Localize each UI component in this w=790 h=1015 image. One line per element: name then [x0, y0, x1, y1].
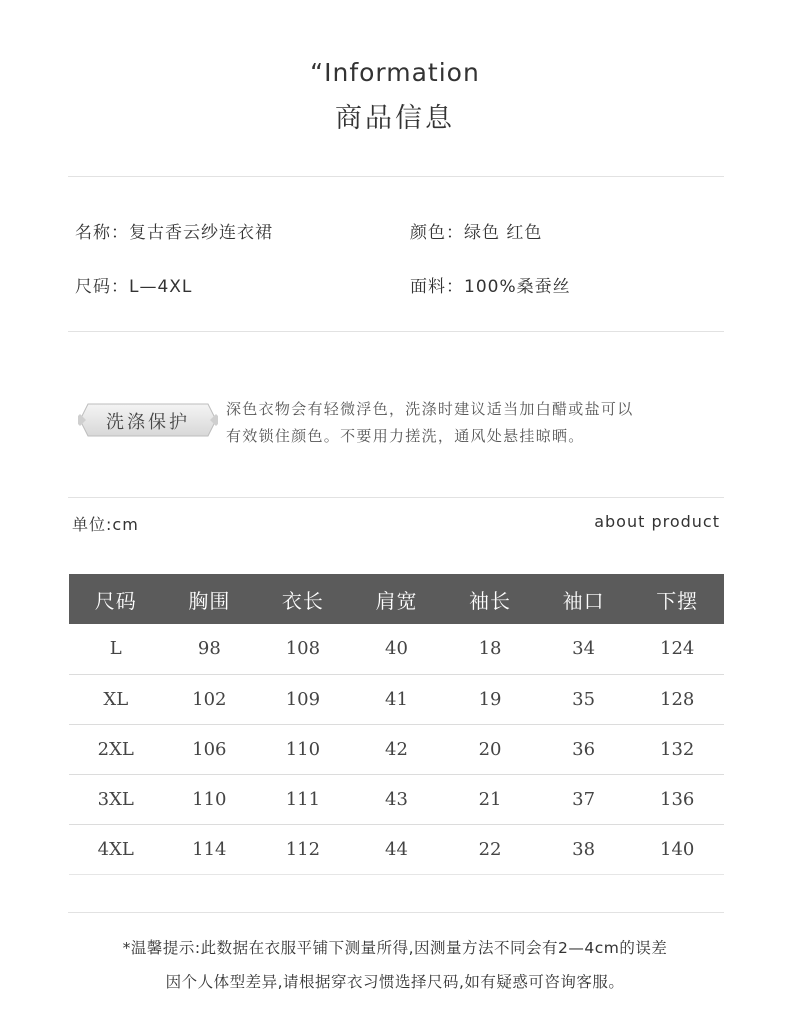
- table-cell: 109: [256, 674, 350, 724]
- table-cell: L: [69, 624, 163, 674]
- table-cell: 19: [443, 674, 537, 724]
- care-text-line-2: 有效锁住颜色。不要用力搓洗，通风处悬挂晾晒。: [226, 427, 585, 445]
- divider: [68, 912, 724, 913]
- header-shoulder: 肩宽: [350, 574, 444, 624]
- care-badge: [78, 402, 218, 438]
- table-cell: 18: [443, 624, 537, 674]
- table-cell: 112: [256, 824, 350, 874]
- product-name: 名称：复古香云纱连衣裙: [75, 223, 273, 243]
- divider: [68, 176, 724, 177]
- about-product-label: about product: [594, 512, 720, 531]
- note-line-1: *温馨提示:此数据在衣服平铺下测量所得,因测量方法不同会有2—4cm的误差: [122, 939, 668, 957]
- table-row: [69, 674, 724, 724]
- size-table: [69, 574, 724, 875]
- table-cell: 3XL: [69, 774, 163, 824]
- table-cell: 22: [443, 824, 537, 874]
- table-cell: 21: [443, 774, 537, 824]
- table-cell: 2XL: [69, 724, 163, 774]
- table-cell: XL: [69, 674, 163, 724]
- page-title-cn: 商品信息: [335, 103, 455, 134]
- product-fabric: 面料：100%桑蚕丝: [410, 277, 571, 297]
- divider: [68, 331, 724, 332]
- table-cell: 110: [163, 774, 257, 824]
- table-cell: 132: [630, 724, 724, 774]
- product-color: 颜色：绿色 红色: [410, 223, 543, 243]
- table-cell: 44: [350, 824, 444, 874]
- table-cell: 43: [350, 774, 444, 824]
- header-sleeve-length: 袖长: [443, 574, 537, 624]
- table-cell: 35: [537, 674, 631, 724]
- table-row: [69, 824, 724, 874]
- table-cell: 20: [443, 724, 537, 774]
- table-cell: 110: [256, 724, 350, 774]
- table-cell: 106: [163, 724, 257, 774]
- unit-label: 单位:cm: [72, 515, 139, 534]
- table-row: [69, 724, 724, 774]
- table-cell: 140: [630, 824, 724, 874]
- table-cell: 4XL: [69, 824, 163, 874]
- table-cell: 136: [630, 774, 724, 824]
- table-cell: 102: [163, 674, 257, 724]
- table-cell: 42: [350, 724, 444, 774]
- header-size: 尺码: [69, 574, 163, 624]
- table-cell: 98: [163, 624, 257, 674]
- header-cuff: 袖口: [537, 574, 631, 624]
- table-cell: 38: [537, 824, 631, 874]
- product-size: 尺码：L—4XL: [75, 277, 193, 297]
- care-badge-label: 洗涤保护: [106, 412, 190, 433]
- table-cell: 114: [163, 824, 257, 874]
- care-text-line-1: 深色衣物会有轻微浮色，洗涤时建议适当加白醋或盐可以: [226, 400, 634, 418]
- table-cell: 111: [256, 774, 350, 824]
- table-cell: 36: [537, 724, 631, 774]
- header-length: 衣长: [256, 574, 350, 624]
- header-hem: 下摆: [630, 574, 724, 624]
- table-cell: 37: [537, 774, 631, 824]
- divider: [68, 497, 724, 498]
- table-row: [69, 624, 724, 674]
- table-row: [69, 774, 724, 824]
- page-title-en: “Information: [310, 58, 480, 87]
- table-cell: 40: [350, 624, 444, 674]
- table-cell: 108: [256, 624, 350, 674]
- header-chest: 胸围: [163, 574, 257, 624]
- table-cell: 124: [630, 624, 724, 674]
- note-line-2: 因个人体型差异,请根据穿衣习惯选择尺码,如有疑惑可咨询客服。: [165, 973, 625, 991]
- table-cell: 34: [537, 624, 631, 674]
- table-cell: 128: [630, 674, 724, 724]
- table-header-row: [69, 574, 724, 624]
- table-cell: 41: [350, 674, 444, 724]
